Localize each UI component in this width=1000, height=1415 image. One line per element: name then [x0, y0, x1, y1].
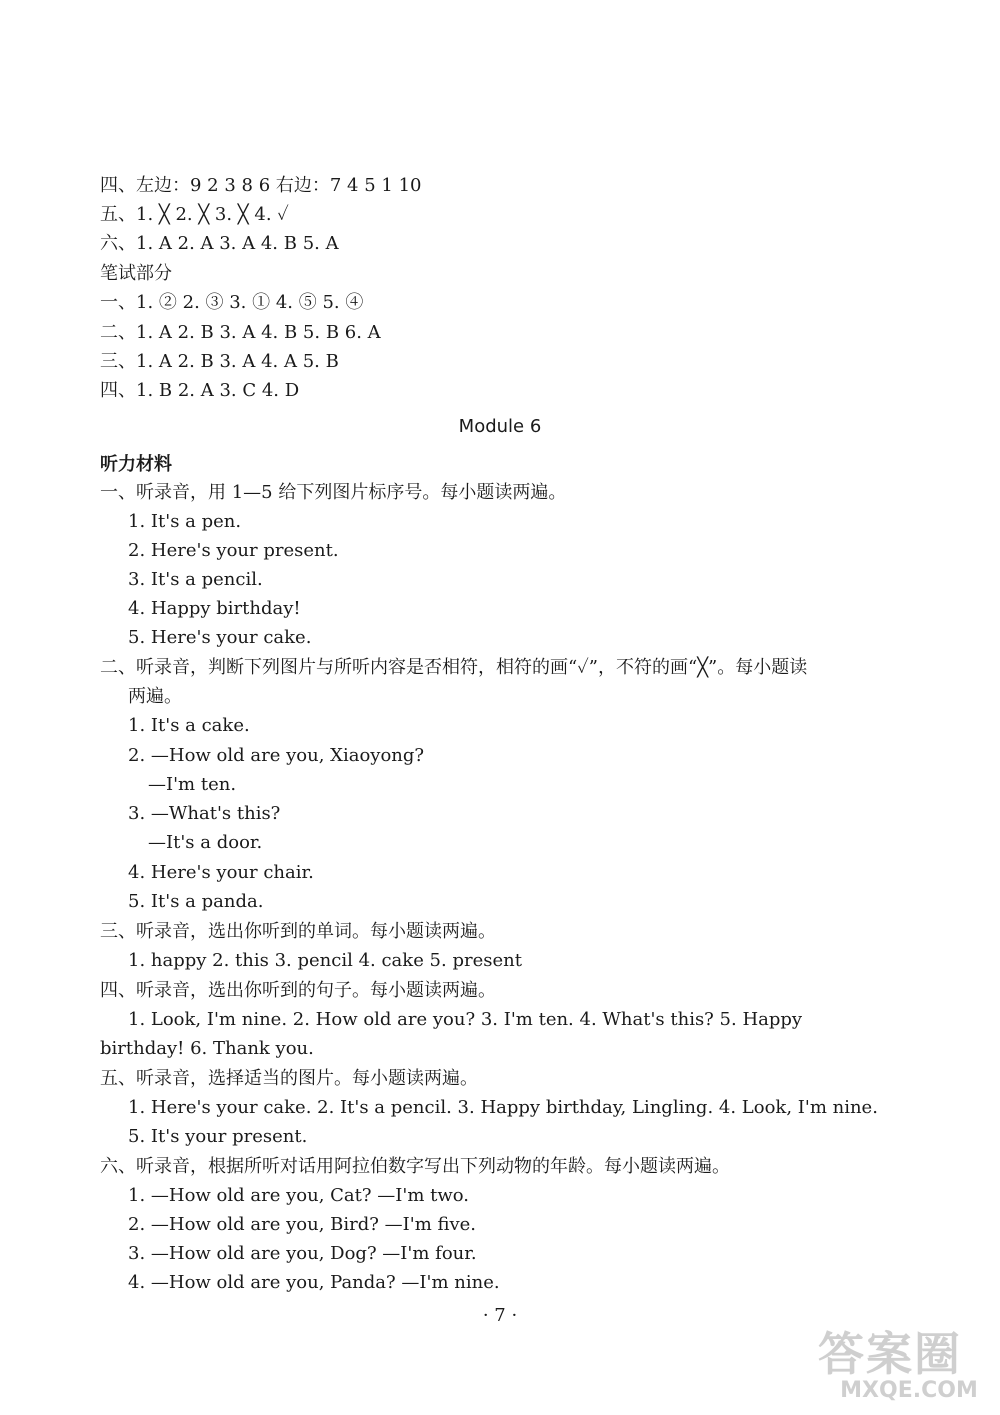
- answer-line: 二、1. A 2. B 3. A 4. B 5. B 6. A: [100, 322, 381, 343]
- list-item: 3. It's a pencil.: [128, 569, 263, 590]
- answer-line: 五、1. ╳ 2. ╳ 3. ╳ 4. ✓: [100, 204, 289, 225]
- written-section-label: 笔试部分: [100, 263, 172, 284]
- list-item-reply: —I'm ten.: [148, 774, 237, 795]
- question-heading: 三、听录音，选出你听到的单词。每小题读两遍。: [100, 921, 496, 942]
- watermark-url: MXQE.COM: [840, 1378, 978, 1403]
- list-item: 2. Here's your present.: [128, 540, 339, 561]
- page-number: · 7 ·: [482, 1305, 518, 1326]
- list-item-reply: —It's a door.: [148, 832, 263, 853]
- question-heading: 一、听录音，用 1—5 给下列图片标序号。每小题读两遍。: [100, 482, 567, 503]
- answer-line: 一、1. ② 2. ③ 3. ① 4. ⑤ 5. ④: [100, 292, 364, 313]
- list-item: 5. It's a panda.: [128, 891, 264, 912]
- list-item: 3. —How old are you, Dog? —I'm four.: [128, 1243, 477, 1264]
- list-item: 1. —How old are you, Cat? —I'm two.: [128, 1185, 469, 1206]
- answer-line: 三、1. A 2. B 3. A 4. A 5. B: [100, 351, 339, 372]
- list-item: 2. —How old are you, Xiaoyong?: [128, 745, 425, 766]
- watermark-logo: [818, 1318, 1000, 1415]
- question-heading: 五、听录音，选择适当的图片。每小题读两遍。: [100, 1068, 478, 1089]
- list-item: 1. It's a pen.: [128, 511, 242, 532]
- list-item: 4. —How old are you, Panda? —I'm nine.: [128, 1272, 500, 1293]
- list-item: 1. Here's your cake. 2. It's a pencil. 3. Happy birthday, Lingling. 4. Look, I'm nine.: [128, 1097, 878, 1118]
- list-item: 2. —How old are you, Bird? —I'm five.: [128, 1214, 477, 1235]
- list-item-continued: birthday! 6. Thank you.: [100, 1038, 314, 1059]
- list-item: 1. Look, I'm nine. 2. How old are you? 3. I'm ten. 4. What's this? 5. Happy: [128, 1009, 803, 1030]
- section-title: 听力材料: [100, 454, 172, 475]
- list-item: 1. happy 2. this 3. pencil 4. cake 5. present: [128, 950, 522, 971]
- watermark-text: 答案圈: [818, 1327, 962, 1381]
- list-item: 5. Here's your cake.: [128, 627, 312, 648]
- answer-line: 四、左边：9 2 3 8 6 右边：7 4 5 1 10: [100, 175, 422, 196]
- list-item: 3. —What's this?: [128, 803, 281, 824]
- question-heading: 六、听录音，根据所听对话用阿拉伯数字写出下列动物的年龄。每小题读两遍。: [100, 1156, 730, 1177]
- question-heading: 二、听录音，判断下列图片与所听内容是否相符，相符的画“✓”，不符的画“╳”。每小题读: [100, 657, 808, 678]
- list-item: 5. It's your present.: [128, 1126, 308, 1147]
- module-title: Module 6: [458, 416, 542, 437]
- answer-line: 四、1. B 2. A 3. C 4. D: [100, 380, 300, 401]
- answer-line: 六、1. A 2. A 3. A 4. B 5. A: [100, 233, 339, 254]
- list-item: 4. Here's your chair.: [128, 862, 314, 883]
- question-heading: 四、听录音，选出你听到的句子。每小题读两遍。: [100, 980, 496, 1001]
- list-item: 4. Happy birthday!: [128, 598, 301, 619]
- question-heading-continued: 两遍。: [128, 686, 182, 707]
- list-item: 1. It's a cake.: [128, 715, 250, 736]
